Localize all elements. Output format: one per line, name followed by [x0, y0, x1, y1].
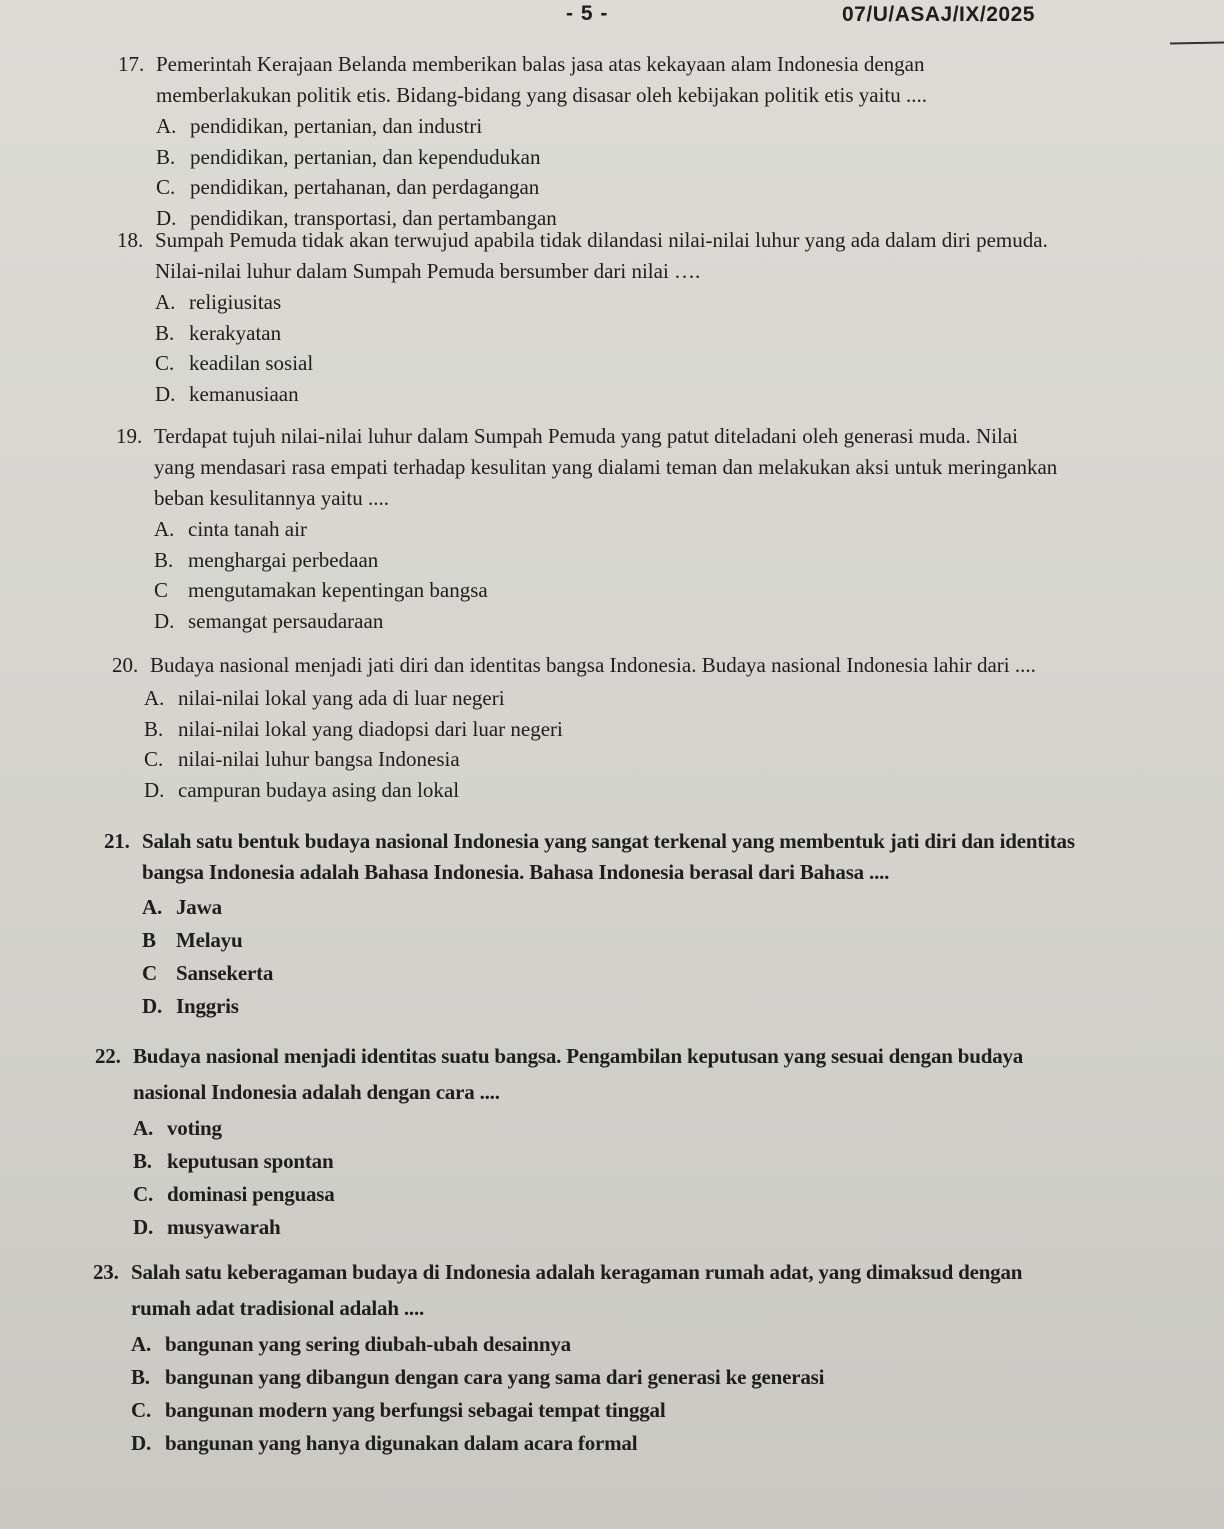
option-list — [133, 1112, 1023, 1244]
question-21 — [104, 826, 1075, 1023]
option-list — [144, 683, 1036, 805]
question-stem — [112, 650, 1036, 681]
page-header — [0, 0, 1224, 36]
stem-line: Nilai-nilai luhur dalam Sumpah Pemuda bersumber dari nilai …. — [155, 259, 701, 283]
question-number: 22. — [95, 1044, 121, 1068]
option-c[interactable]: C. nilai-nilai luhur bangsa Indonesia — [144, 747, 460, 771]
question-number: 21. — [104, 829, 130, 853]
stem-line: Sumpah Pemuda tidak akan terwujud apabila tidak dilandasi nilai-nilai luhur yang ada dalam diri pemuda. — [155, 228, 1048, 252]
stem-line: bangsa Indonesia adalah Bahasa Indonesia. Bahasa Indonesia berasal dari Bahasa .... — [142, 860, 890, 884]
option-list — [142, 891, 1075, 1023]
stem-line: rumah adat tradisional adalah .... — [131, 1296, 425, 1320]
option-list — [154, 514, 1057, 636]
question-number: 23. — [93, 1260, 119, 1284]
question-18 — [117, 225, 1048, 409]
stem-line: Terdapat tujuh nilai-nilai luhur dalam Sumpah Pemuda yang patut diteladani oleh generasi muda. Nilai — [154, 424, 1018, 448]
option-d[interactable]: D. Inggris — [142, 994, 239, 1018]
option-a[interactable]: A. Jawa — [142, 895, 222, 919]
page-number: - 5 - — [566, 2, 609, 25]
option-a[interactable]: A. bangunan yang sering diubah-ubah desainnya — [131, 1332, 571, 1356]
stem-line: Budaya nasional menjadi identitas suatu bangsa. Pengambilan keputusan yang sesuai dengan budaya — [133, 1044, 1024, 1068]
stem-line: Budaya nasional menjadi jati diri dan identitas bangsa Indonesia. Budaya nasional Indonesia lahir dari .... — [150, 653, 1036, 677]
option-a[interactable]: A. religiusitas — [155, 290, 282, 314]
question-stem — [104, 826, 1075, 888]
option-d[interactable]: D. kemanusiaan — [155, 381, 299, 406]
question-19 — [116, 421, 1057, 636]
question-number: 19. — [116, 424, 143, 448]
option-d[interactable]: D. semangat persaudaraan — [154, 608, 384, 633]
question-number: 20. — [112, 653, 139, 677]
stem-line: nasional Indonesia adalah dengan cara .... — [133, 1080, 500, 1104]
option-a[interactable]: A. cinta tanah air — [154, 517, 307, 541]
option-d[interactable]: D. pendidikan, transportasi, dan pertambangan — [156, 205, 557, 230]
option-b[interactable]: B. keputusan spontan — [133, 1149, 334, 1173]
question-23 — [93, 1254, 1022, 1460]
question-number: 17. — [118, 52, 145, 76]
option-b[interactable]: B. bangunan yang dibangun dengan cara yang sama dari generasi ke generasi — [131, 1365, 825, 1389]
option-c[interactable]: C. keadilan sosial — [155, 351, 314, 375]
stem-line: memberlakukan politik etis. Bidang-bidang yang disasar oleh kebijakan politik etis yaitu .... — [156, 83, 928, 107]
question-stem — [116, 421, 1057, 514]
stem-line: Salah satu keberagaman budaya di Indonesia adalah keragaman rumah adat, yang dimaksud dengan — [131, 1260, 1023, 1284]
option-d[interactable]: D. musyawarah — [133, 1215, 281, 1239]
option-a[interactable]: A. voting — [133, 1116, 222, 1140]
question-20 — [112, 650, 1036, 805]
option-list — [156, 111, 927, 233]
question-22 — [95, 1038, 1023, 1244]
option-d[interactable]: D. bangunan yang hanya digunakan dalam acara formal — [131, 1431, 638, 1455]
question-17 — [118, 49, 927, 233]
question-stem — [93, 1254, 1022, 1326]
option-b[interactable]: B Melayu — [142, 928, 243, 952]
option-c[interactable]: C. pendidikan, pertahanan, dan perdagangan — [156, 175, 540, 199]
option-b[interactable]: B. pendidikan, pertanian, dan kependudukan — [156, 144, 541, 169]
document-code: 07/U/ASAJ/IX/2025 — [842, 3, 1035, 26]
option-d[interactable]: D. campuran budaya asing dan lokal — [144, 777, 460, 802]
option-c[interactable]: C mengutamakan kepentingan bangsa — [154, 578, 488, 602]
option-c[interactable]: C. dominasi penguasa — [133, 1182, 335, 1206]
option-b[interactable]: B. menghargai perbedaan — [154, 547, 379, 572]
question-stem — [117, 225, 1048, 287]
option-list — [155, 287, 1048, 409]
stem-line: Pemerintah Kerajaan Belanda memberikan balas jasa atas kekayaan alam Indonesia dengan — [156, 52, 925, 76]
question-number: 18. — [117, 228, 144, 252]
question-stem — [95, 1038, 1023, 1110]
stem-line: Salah satu bentuk budaya nasional Indonesia yang sangat terkenal yang membentuk jati diri dan identitas — [142, 829, 1075, 853]
corner-rule — [1170, 42, 1224, 45]
stem-line: beban kesulitannya yaitu .... — [154, 486, 390, 510]
option-list — [131, 1328, 1022, 1460]
option-c[interactable]: C Sansekerta — [142, 961, 274, 985]
option-b[interactable]: B. kerakyatan — [155, 320, 282, 345]
option-b[interactable]: B. nilai-nilai lokal yang diadopsi dari luar negeri — [144, 716, 563, 741]
stem-line: yang mendasari rasa empati terhadap kesulitan yang dialami teman dan melakukan aksi untuk meringankan — [154, 455, 1058, 479]
option-a[interactable]: A. pendidikan, pertanian, dan industri — [156, 114, 483, 138]
question-stem — [118, 49, 927, 111]
option-c[interactable]: C. bangunan modern yang berfungsi sebagai tempat tinggal — [131, 1398, 666, 1422]
option-a[interactable]: A. nilai-nilai lokal yang ada di luar negeri — [144, 686, 505, 710]
